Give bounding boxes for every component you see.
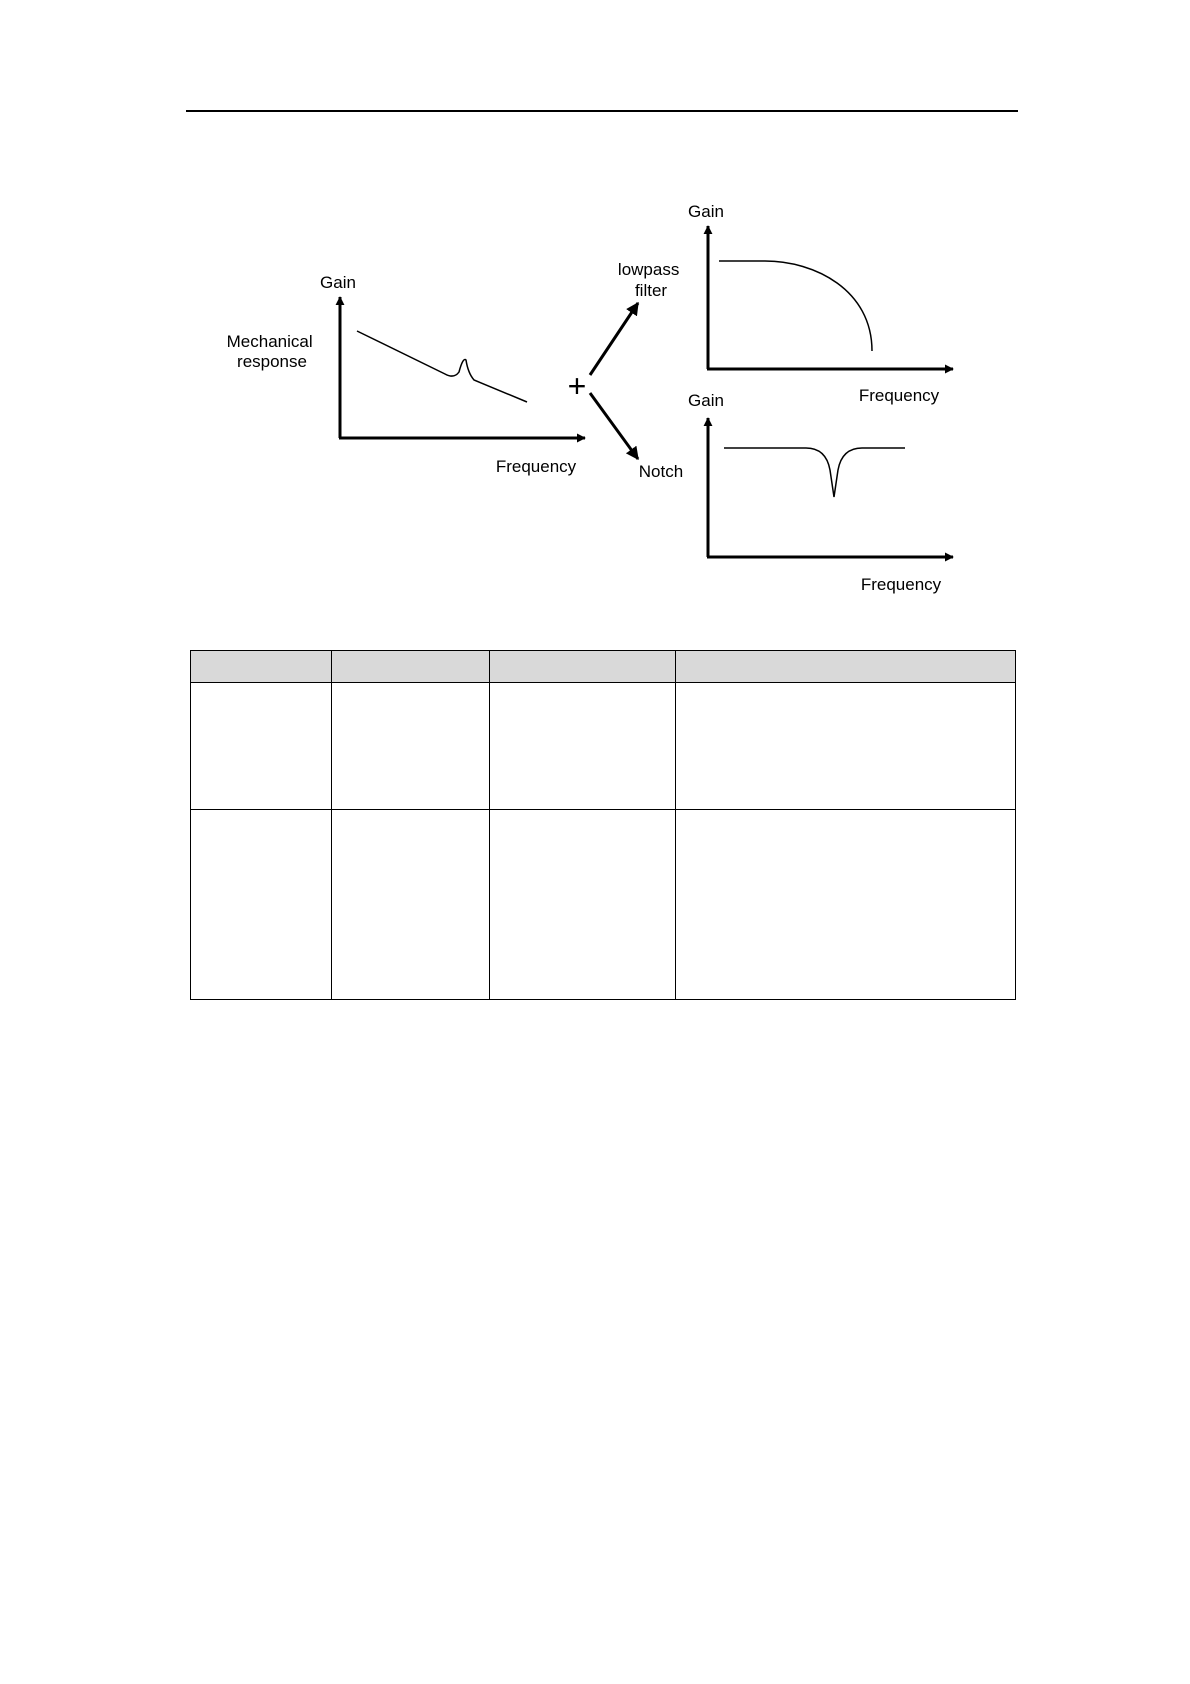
table-header-cell — [490, 651, 676, 683]
table-header-cell — [332, 651, 490, 683]
mechanical-response-curve — [357, 331, 527, 402]
mechanical-response-label-line-2: response — [237, 352, 307, 371]
notch-response-curve — [724, 448, 905, 497]
notch-y-axis-label: Gain — [688, 391, 724, 410]
lowpass-y-axis-label: Gain — [688, 202, 724, 221]
table-header-cell — [191, 651, 332, 683]
lowpass-x-axis-label: Frequency — [858, 386, 940, 405]
mechanical-response-label — [227, 332, 318, 371]
mechanical-response-label-line-1: Mechanical — [226, 332, 313, 351]
lowpass-branch-label — [618, 260, 684, 300]
notch-filter-plot — [688, 391, 953, 594]
mechanical-y-axis-label: Gain — [320, 273, 356, 292]
lowpass-branch-label-line-2: filter — [634, 281, 668, 300]
table-cell — [191, 683, 332, 810]
table-cell — [490, 683, 676, 810]
parameter-table — [190, 650, 1016, 1000]
mechanical-response-plot — [227, 273, 585, 476]
notch-branch-arrow — [590, 393, 638, 459]
table-header-row — [191, 651, 1016, 683]
table-cell — [676, 683, 1016, 810]
filter-diagram — [0, 0, 1190, 620]
lowpass-branch-arrow — [590, 303, 638, 375]
table-cell — [676, 810, 1016, 1000]
table-row — [191, 683, 1016, 810]
table-row — [191, 810, 1016, 1000]
notch-branch-label: Notch — [638, 462, 684, 481]
combine-symbol: + — [567, 368, 587, 404]
table-cell — [332, 810, 490, 1000]
table-cell — [490, 810, 676, 1000]
table-header-cell — [676, 651, 1016, 683]
table-cell — [191, 810, 332, 1000]
lowpass-branch-label-line-1: lowpass — [617, 260, 680, 279]
table-cell — [332, 683, 490, 810]
mechanical-x-axis-label: Frequency — [495, 457, 577, 476]
notch-x-axis-label: Frequency — [860, 575, 942, 594]
lowpass-filter-plot — [688, 202, 953, 405]
lowpass-response-curve — [719, 261, 872, 351]
